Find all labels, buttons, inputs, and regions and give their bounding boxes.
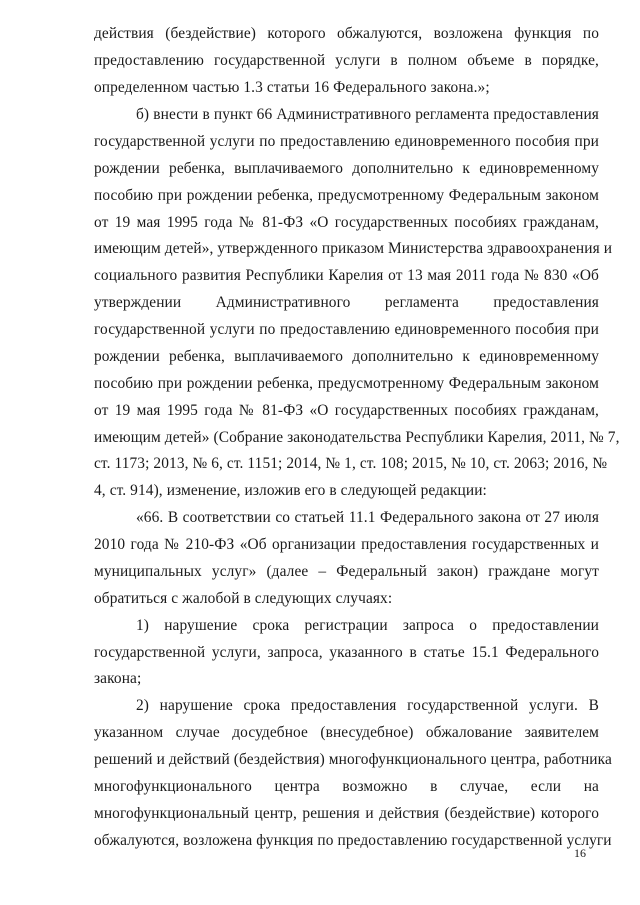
- text-line: пособию при рождении ребенка, предусмотренному Федеральным законом: [94, 375, 599, 392]
- text-line: б) внести в пункт 66 Административного регламента предоставления: [136, 106, 599, 123]
- text-line: решений и действий (бездействия) многофункционального центра, работника: [94, 751, 612, 768]
- text-line: 1) нарушение срока регистрации запроса о предоставлении: [136, 617, 599, 634]
- text-line: многофункционального центра возможно в случае, если на: [94, 778, 599, 795]
- text-line: рождении ребенка, выплачиваемого дополнительно к единовременному: [94, 348, 599, 365]
- text-line: социального развития Республики Карелия от 13 мая 2011 года № 830 «Об: [94, 267, 599, 284]
- text-line: указанном случае досудебное (внесудебное) обжалование заявителем: [94, 724, 599, 741]
- text-line: многофункциональный центр, решения и действия (бездействие) которого: [94, 805, 599, 822]
- text-line: имеющим детей» (Собрание законодательства Республики Карелия, 2011, № 7,: [94, 429, 620, 446]
- text-line: закона;: [94, 670, 142, 687]
- text-line: от 19 мая 1995 года № 81-ФЗ «О государственных пособиях гражданам,: [94, 214, 599, 231]
- text-line: «66. В соответствии со статьей 11.1 Федерального закона от 27 июля: [136, 509, 599, 526]
- text-line: обратиться с жалобой в следующих случаях:: [94, 590, 393, 607]
- page-number: 16: [574, 846, 586, 860]
- text-line: 2) нарушение срока предоставления государственной услуги. В: [136, 697, 599, 714]
- text-line: муниципальных услуг» (далее – Федеральный закон) граждане могут: [94, 563, 599, 580]
- text-line: рождении ребенка, выплачиваемого дополнительно к единовременному: [94, 160, 599, 177]
- text-line: обжалуются, возложена функция по предоставлению государственной услуги: [94, 832, 612, 849]
- text-line: ст. 1173; 2013, № 6, ст. 1151; 2014, № 1, ст. 108; 2015, № 10, ст. 2063; 2016, №: [94, 455, 608, 472]
- text-line: определенном частью 1.3 статьи 16 Федерального закона.»;: [94, 79, 490, 96]
- text-line: 4, ст. 914), изменение, изложив его в следующей редакции:: [94, 482, 487, 499]
- text-line: государственной услуги по предоставлению единовременного пособия при: [94, 321, 599, 338]
- text-line: предоставлению государственной услуги в полном объеме в порядке,: [94, 52, 599, 69]
- text-line: 2010 года № 210-ФЗ «Об организации предоставления государственных и: [94, 536, 599, 553]
- text-line: от 19 мая 1995 года № 81-ФЗ «О государственных пособиях гражданам,: [94, 402, 599, 419]
- text-line: действия (бездействие) которого обжалуются, возложена функция по: [94, 25, 599, 42]
- text-line: государственной услуги по предоставлению единовременного пособия при: [94, 133, 599, 150]
- text-line: государственной услуги, запроса, указанного в статье 15.1 Федерального: [94, 644, 599, 661]
- text-line: имеющим детей», утвержденного приказом Министерства здравоохранения и: [94, 240, 613, 257]
- text-line: пособию при рождении ребенка, предусмотренному Федеральным законом: [94, 187, 599, 204]
- text-line: утверждении Административного регламента предоставления: [94, 294, 599, 311]
